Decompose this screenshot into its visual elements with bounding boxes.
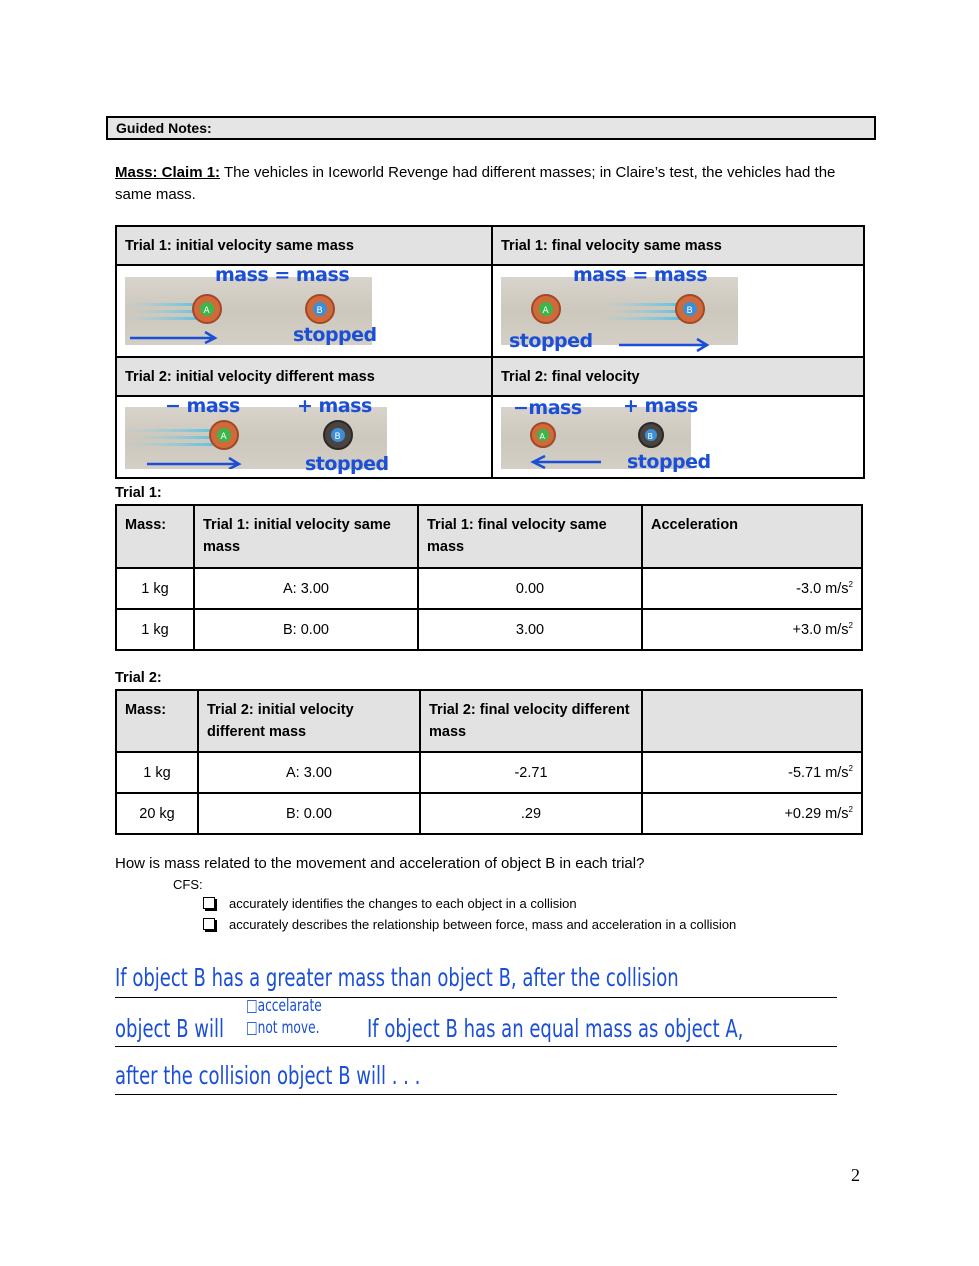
answer-insert: □accelarate <box>246 996 322 1016</box>
answer-line-2b: □not move. <box>246 1018 320 1038</box>
criterion-text: accurately identifies the changes to each object in a collision <box>229 896 577 911</box>
answer-line-2c: If object B has an equal mass as object A, <box>367 1014 744 1043</box>
annotation-more-mass: + mass <box>623 395 698 417</box>
accel-value: +0.29 m/s <box>784 805 849 822</box>
trial2-cell-initial: B: 0.00 <box>198 793 420 834</box>
puck-b-label: B <box>647 432 653 441</box>
puck-a-label: A <box>542 306 549 316</box>
annotation-less-mass: −mass <box>513 397 582 419</box>
annotation-more-mass: + mass <box>297 395 372 417</box>
cfs-criterion <box>203 896 577 911</box>
claim-paragraph <box>115 162 860 206</box>
annotation-stopped: stopped <box>293 324 377 346</box>
cfs-label: CFS: <box>173 877 203 892</box>
trial2-label: Trial 2: <box>115 670 162 686</box>
accel-exponent: 2 <box>848 764 853 774</box>
answer-line <box>115 997 837 998</box>
trial2-header-empty <box>642 690 862 752</box>
accel-value: -5.71 m/s <box>788 764 849 781</box>
answer-line <box>115 1094 837 1095</box>
accel-value: -3.0 m/s <box>796 580 849 597</box>
accel-exponent: 2 <box>848 621 853 631</box>
criterion-text: accurately describes the relationship between force, mass and acceleration in a collision <box>229 917 737 932</box>
img-header-t1-initial: Trial 1: initial velocity same mass <box>116 226 492 265</box>
trial2-cell-final: .29 <box>420 793 642 834</box>
puck-b-label: B <box>316 306 323 316</box>
trial1-cell-initial: A: 3.00 <box>194 568 418 609</box>
question-text: How is mass related to the movement and acceleration of object B in each trial? <box>115 855 645 872</box>
claim-text: The vehicles in Iceworld Revenge had different masses; in Claire’s test, the vehicles had the same mass. <box>115 164 836 203</box>
trial2-cell-acceleration <box>642 793 862 834</box>
cfs-criterion <box>203 917 736 932</box>
trial2-table <box>115 689 863 835</box>
trial1-cell-initial: B: 0.00 <box>194 609 418 650</box>
accel-exponent: 2 <box>848 580 853 590</box>
trial2-header-initial: Trial 2: initial velocity different mass <box>198 690 420 752</box>
puck-a-label: A <box>203 306 210 316</box>
annotation-less-mass: − mass <box>165 395 240 417</box>
annotation-mass-equal: mass = mass <box>573 264 708 286</box>
answer-line <box>115 1046 837 1047</box>
page-number: 2 <box>851 1165 860 1185</box>
trial1-cell-mass: 1 kg <box>116 568 194 609</box>
accel-exponent: 2 <box>848 805 853 815</box>
img-header-t2-final: Trial 2: final velocity <box>492 357 864 396</box>
arrow-right-icon <box>613 334 713 356</box>
trial1-cell-final: 3.00 <box>418 609 642 650</box>
checkbox-icon[interactable] <box>203 897 215 909</box>
answer-line-2a: object B will <box>115 1014 224 1043</box>
puck-b-label: B <box>334 432 341 442</box>
t1-final-cell <box>492 265 864 357</box>
trial2-header-final: Trial 2: final velocity different mass <box>420 690 642 752</box>
arrow-left-icon <box>533 456 601 468</box>
trial2-cell-mass: 20 kg <box>116 793 198 834</box>
trial1-cell-acceleration <box>642 609 862 650</box>
trial1-header-initial: Trial 1: initial velocity same mass <box>194 505 418 568</box>
trial1-label: Trial 1: <box>115 485 162 501</box>
claim-label: Mass: Claim 1: <box>115 164 221 181</box>
trial1-header-final: Trial 1: final velocity same mass <box>418 505 642 568</box>
annotation-stopped: stopped <box>305 453 389 475</box>
annotation-mass-equal: mass = mass <box>215 264 350 286</box>
checkbox-icon[interactable] <box>203 918 215 930</box>
trial1-cell-mass: 1 kg <box>116 609 194 650</box>
arrow-right-icon <box>130 332 215 343</box>
t2-initial-cell <box>116 396 492 478</box>
trial2-cell-final: -2.71 <box>420 752 642 793</box>
accel-value: +3.0 m/s <box>792 621 849 638</box>
guided-notes-header: Guided Notes: <box>106 116 876 140</box>
trial2-header-mass: Mass: <box>116 690 198 752</box>
img-header-t2-initial: Trial 2: initial velocity different mass <box>116 357 492 396</box>
answer-line-3: after the collision object B will . . . <box>115 1061 421 1090</box>
trial2-cell-initial: A: 3.00 <box>198 752 420 793</box>
image-table <box>115 225 865 479</box>
arrow-right-icon <box>147 458 239 469</box>
table-row <box>116 609 862 650</box>
annotation-stopped: stopped <box>509 330 593 352</box>
trial1-cell-final: 0.00 <box>418 568 642 609</box>
trial1-header-mass: Mass: <box>116 505 194 568</box>
puck-b-label: B <box>686 306 693 316</box>
table-row <box>116 793 862 834</box>
annotation-stopped: stopped <box>627 451 711 473</box>
trial1-table <box>115 504 863 651</box>
img-header-t1-final: Trial 1: final velocity same mass <box>492 226 864 265</box>
trial2-cell-mass: 1 kg <box>116 752 198 793</box>
puck-a-label: A <box>220 432 227 442</box>
trial1-cell-acceleration <box>642 568 862 609</box>
t1-initial-cell <box>116 265 492 357</box>
trial2-cell-acceleration <box>642 752 862 793</box>
table-row <box>116 752 862 793</box>
answer-line-1: If object B has a greater mass than object B, after the collision <box>115 963 679 992</box>
puck-a-label: A <box>539 432 545 441</box>
t2-final-cell <box>492 396 864 478</box>
table-row <box>116 568 862 609</box>
trial1-header-acceleration: Acceleration <box>642 505 862 568</box>
